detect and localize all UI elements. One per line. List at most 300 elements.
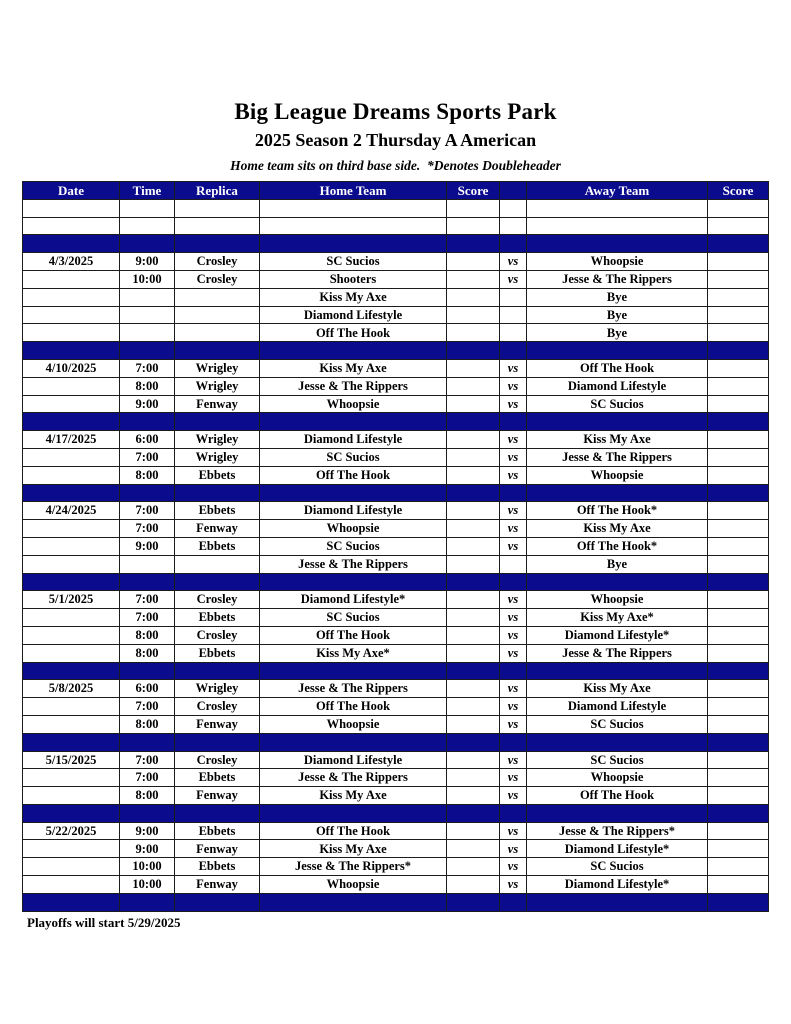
away-team-cell (527, 342, 708, 360)
date-cell (23, 537, 120, 555)
away-team-cell: Diamond Lifestyle* (527, 876, 708, 894)
home-score-cell (447, 288, 500, 306)
col-header-time: Time (120, 182, 175, 200)
home-score-cell (447, 359, 500, 377)
away-score-cell (708, 733, 769, 751)
game-row (23, 715, 769, 733)
away-score-cell (708, 413, 769, 431)
away-team-cell: Jesse & The Rippers (527, 644, 708, 662)
date-cell: 5/15/2025 (23, 751, 120, 769)
home-team-cell: Kiss My Axe* (260, 644, 447, 662)
away-score-cell (708, 751, 769, 769)
away-team-cell (527, 662, 708, 680)
game-row (23, 448, 769, 466)
away-team-cell (527, 804, 708, 822)
date-cell (23, 520, 120, 538)
home-score-cell (447, 715, 500, 733)
vs-cell (500, 484, 527, 502)
game-row (23, 591, 769, 609)
vs-cell: vs (500, 840, 527, 858)
away-score-cell (708, 822, 769, 840)
date-cell (23, 342, 120, 360)
date-cell: 5/22/2025 (23, 822, 120, 840)
home-team-cell: Diamond Lifestyle (260, 502, 447, 520)
replica-cell (175, 342, 260, 360)
home-score-cell (447, 306, 500, 324)
away-score-cell (708, 235, 769, 253)
game-row (23, 359, 769, 377)
date-cell (23, 199, 120, 217)
away-team-cell: Kiss My Axe* (527, 609, 708, 627)
home-score-cell (447, 591, 500, 609)
vs-cell (500, 342, 527, 360)
home-score-cell (447, 448, 500, 466)
replica-cell: Fenway (175, 840, 260, 858)
replica-cell: Fenway (175, 715, 260, 733)
date-cell (23, 715, 120, 733)
away-team-cell: SC Sucios (527, 858, 708, 876)
replica-cell (175, 199, 260, 217)
blank-row (23, 217, 769, 235)
away-team-cell (527, 199, 708, 217)
home-score-cell (447, 520, 500, 538)
home-team-cell (260, 342, 447, 360)
vs-cell (500, 413, 527, 431)
date-cell (23, 609, 120, 627)
away-score-cell (708, 270, 769, 288)
date-cell (23, 466, 120, 484)
home-team-cell: Off The Hook (260, 324, 447, 342)
home-score-cell (447, 484, 500, 502)
away-team-cell: Diamond Lifestyle* (527, 626, 708, 644)
vs-cell (500, 804, 527, 822)
separator-row (23, 804, 769, 822)
home-score-cell (447, 395, 500, 413)
away-score-cell (708, 804, 769, 822)
away-score-cell (708, 555, 769, 573)
away-score-cell (708, 253, 769, 271)
game-row (23, 840, 769, 858)
home-score-cell (447, 537, 500, 555)
replica-cell: Crosley (175, 626, 260, 644)
home-team-cell (260, 484, 447, 502)
away-score-cell (708, 484, 769, 502)
replica-cell: Ebbets (175, 858, 260, 876)
home-score-cell (447, 893, 500, 911)
home-score-cell (447, 413, 500, 431)
date-cell (23, 377, 120, 395)
home-team-cell: Diamond Lifestyle (260, 431, 447, 449)
replica-cell (175, 484, 260, 502)
vs-cell: vs (500, 609, 527, 627)
away-team-cell: Off The Hook* (527, 537, 708, 555)
replica-cell (175, 306, 260, 324)
time-cell: 8:00 (120, 626, 175, 644)
date-cell (23, 893, 120, 911)
home-team-cell: Jesse & The Rippers (260, 555, 447, 573)
away-team-cell: Bye (527, 306, 708, 324)
date-cell (23, 288, 120, 306)
time-cell (120, 306, 175, 324)
time-cell: 6:00 (120, 680, 175, 698)
home-score-cell (447, 324, 500, 342)
home-score-cell (447, 751, 500, 769)
away-score-cell (708, 893, 769, 911)
away-team-cell (527, 893, 708, 911)
game-row (23, 609, 769, 627)
time-cell: 7:00 (120, 520, 175, 538)
game-row (23, 644, 769, 662)
replica-cell: Fenway (175, 787, 260, 805)
vs-cell: vs (500, 502, 527, 520)
home-score-cell (447, 698, 500, 716)
away-team-cell: Jesse & The Rippers (527, 270, 708, 288)
home-team-cell: Kiss My Axe (260, 288, 447, 306)
away-score-cell (708, 537, 769, 555)
home-score-cell (447, 217, 500, 235)
time-cell (120, 893, 175, 911)
game-row (23, 858, 769, 876)
vs-cell: vs (500, 591, 527, 609)
home-score-cell (447, 733, 500, 751)
date-cell: 4/17/2025 (23, 431, 120, 449)
away-team-cell (527, 733, 708, 751)
home-team-cell: Whoopsie (260, 715, 447, 733)
schedule-table (22, 181, 769, 912)
col-header-home-team: Home Team (260, 182, 447, 200)
time-cell (120, 413, 175, 431)
home-team-cell: Off The Hook (260, 698, 447, 716)
away-team-cell: Whoopsie (527, 466, 708, 484)
away-team-cell: Diamond Lifestyle (527, 698, 708, 716)
away-team-cell: Diamond Lifestyle (527, 377, 708, 395)
away-team-cell: SC Sucios (527, 715, 708, 733)
date-cell (23, 413, 120, 431)
date-cell (23, 698, 120, 716)
vs-cell: vs (500, 359, 527, 377)
replica-cell: Wrigley (175, 431, 260, 449)
away-team-cell: Off The Hook (527, 787, 708, 805)
game-row (23, 626, 769, 644)
home-team-cell: Diamond Lifestyle* (260, 591, 447, 609)
home-team-cell: SC Sucios (260, 609, 447, 627)
replica-cell: Wrigley (175, 377, 260, 395)
home-team-cell (260, 573, 447, 591)
date-cell: 5/1/2025 (23, 591, 120, 609)
time-cell (120, 217, 175, 235)
date-cell (23, 573, 120, 591)
away-score-cell (708, 680, 769, 698)
time-cell: 7:00 (120, 609, 175, 627)
away-score-cell (708, 502, 769, 520)
home-team-cell: Off The Hook (260, 626, 447, 644)
home-team-cell: SC Sucios (260, 537, 447, 555)
replica-cell (175, 555, 260, 573)
home-score-cell (447, 876, 500, 894)
vs-cell: vs (500, 680, 527, 698)
date-cell: 4/24/2025 (23, 502, 120, 520)
date-cell (23, 804, 120, 822)
replica-cell (175, 573, 260, 591)
home-score-cell (447, 787, 500, 805)
away-score-cell (708, 448, 769, 466)
away-score-cell (708, 644, 769, 662)
date-cell (23, 769, 120, 787)
time-cell: 10:00 (120, 876, 175, 894)
blank-row (23, 199, 769, 217)
vs-cell (500, 217, 527, 235)
away-score-cell (708, 359, 769, 377)
replica-cell: Crosley (175, 698, 260, 716)
game-row (23, 306, 769, 324)
away-score-cell (708, 520, 769, 538)
page-subtitle: 2025 Season 2 Thursday A American (254, 130, 537, 150)
away-score-cell (708, 715, 769, 733)
vs-cell: vs (500, 466, 527, 484)
vs-cell: vs (500, 626, 527, 644)
time-cell (120, 555, 175, 573)
vs-cell (500, 893, 527, 911)
vs-cell: vs (500, 769, 527, 787)
time-cell (120, 235, 175, 253)
replica-cell: Ebbets (175, 466, 260, 484)
away-team-cell: Bye (527, 288, 708, 306)
away-team-cell: Off The Hook (527, 359, 708, 377)
home-team-cell (260, 662, 447, 680)
time-cell: 7:00 (120, 769, 175, 787)
time-cell: 8:00 (120, 787, 175, 805)
replica-cell: Wrigley (175, 448, 260, 466)
away-score-cell (708, 324, 769, 342)
replica-cell: Fenway (175, 395, 260, 413)
vs-cell (500, 306, 527, 324)
time-cell: 9:00 (120, 395, 175, 413)
replica-cell (175, 893, 260, 911)
vs-cell: vs (500, 751, 527, 769)
away-team-cell: Jesse & The Rippers (527, 448, 708, 466)
away-score-cell (708, 431, 769, 449)
date-cell (23, 876, 120, 894)
home-team-cell: SC Sucios (260, 253, 447, 271)
date-cell (23, 662, 120, 680)
home-team-cell: Diamond Lifestyle (260, 751, 447, 769)
vs-cell (500, 662, 527, 680)
date-cell (23, 217, 120, 235)
replica-cell (175, 217, 260, 235)
date-cell (23, 733, 120, 751)
home-team-cell: Jesse & The Rippers (260, 680, 447, 698)
home-score-cell (447, 769, 500, 787)
vs-cell (500, 199, 527, 217)
vs-cell: vs (500, 876, 527, 894)
time-cell: 8:00 (120, 466, 175, 484)
time-cell: 8:00 (120, 644, 175, 662)
replica-cell (175, 288, 260, 306)
away-score-cell (708, 306, 769, 324)
away-score-cell (708, 769, 769, 787)
home-score-cell (447, 431, 500, 449)
game-row (23, 680, 769, 698)
home-score-cell (447, 644, 500, 662)
away-team-cell: Kiss My Axe (527, 680, 708, 698)
home-score-cell (447, 804, 500, 822)
away-score-cell (708, 288, 769, 306)
vs-cell: vs (500, 858, 527, 876)
away-score-cell (708, 626, 769, 644)
date-cell (23, 235, 120, 253)
time-cell: 7:00 (120, 751, 175, 769)
separator-row (23, 484, 769, 502)
vs-cell: vs (500, 787, 527, 805)
time-cell (120, 662, 175, 680)
vs-cell: vs (500, 698, 527, 716)
home-team-cell: Jesse & The Rippers* (260, 858, 447, 876)
home-score-cell (447, 199, 500, 217)
vs-cell (500, 733, 527, 751)
replica-cell: Fenway (175, 520, 260, 538)
home-score-cell (447, 680, 500, 698)
replica-cell: Ebbets (175, 769, 260, 787)
game-row (23, 769, 769, 787)
replica-cell (175, 413, 260, 431)
away-team-cell: Whoopsie (527, 769, 708, 787)
time-cell: 7:00 (120, 502, 175, 520)
date-cell (23, 324, 120, 342)
away-score-cell (708, 858, 769, 876)
home-team-cell (260, 413, 447, 431)
time-cell: 8:00 (120, 715, 175, 733)
away-score-cell (708, 609, 769, 627)
away-score-cell (708, 466, 769, 484)
away-team-cell: Kiss My Axe (527, 520, 708, 538)
away-score-cell (708, 787, 769, 805)
game-row (23, 395, 769, 413)
replica-cell: Crosley (175, 270, 260, 288)
home-team-cell: SC Sucios (260, 448, 447, 466)
time-cell (120, 484, 175, 502)
away-score-cell (708, 698, 769, 716)
away-score-cell (708, 199, 769, 217)
time-cell: 7:00 (120, 448, 175, 466)
separator-row (23, 893, 769, 911)
game-row (23, 751, 769, 769)
home-team-cell: Shooters (260, 270, 447, 288)
away-team-cell (527, 573, 708, 591)
home-score-cell (447, 609, 500, 627)
time-cell: 9:00 (120, 537, 175, 555)
date-cell (23, 644, 120, 662)
vs-cell: vs (500, 448, 527, 466)
home-team-cell: Off The Hook (260, 822, 447, 840)
away-score-cell (708, 573, 769, 591)
home-team-cell: Jesse & The Rippers (260, 377, 447, 395)
time-cell (120, 342, 175, 360)
away-team-cell: Bye (527, 555, 708, 573)
time-cell: 9:00 (120, 253, 175, 271)
game-row (23, 324, 769, 342)
home-score-cell (447, 858, 500, 876)
vs-cell (500, 573, 527, 591)
vs-cell (500, 235, 527, 253)
replica-cell: Ebbets (175, 609, 260, 627)
away-team-cell (527, 217, 708, 235)
time-cell (120, 288, 175, 306)
date-cell (23, 306, 120, 324)
col-header-home-score: Score (447, 182, 500, 200)
game-row (23, 288, 769, 306)
date-cell (23, 626, 120, 644)
time-cell (120, 324, 175, 342)
replica-cell (175, 804, 260, 822)
replica-cell (175, 235, 260, 253)
home-team-cell (260, 733, 447, 751)
home-team-cell: Diamond Lifestyle (260, 306, 447, 324)
vs-cell (500, 288, 527, 306)
home-team-cell (260, 235, 447, 253)
date-cell (23, 787, 120, 805)
home-team-cell: Kiss My Axe (260, 787, 447, 805)
replica-cell: Crosley (175, 253, 260, 271)
away-score-cell (708, 342, 769, 360)
game-row (23, 698, 769, 716)
header-row (23, 182, 769, 200)
date-cell: 4/10/2025 (23, 359, 120, 377)
home-team-cell: Kiss My Axe (260, 359, 447, 377)
time-cell: 6:00 (120, 431, 175, 449)
vs-cell: vs (500, 377, 527, 395)
replica-cell: Ebbets (175, 537, 260, 555)
home-score-cell (447, 555, 500, 573)
col-header-vs (500, 182, 527, 200)
col-header-date: Date (23, 182, 120, 200)
replica-cell: Wrigley (175, 359, 260, 377)
replica-cell (175, 324, 260, 342)
schedule-note: Home team sits on third base side. *Denotes Doubleheader (230, 158, 561, 173)
home-score-cell (447, 235, 500, 253)
home-score-cell (447, 342, 500, 360)
away-team-cell (527, 413, 708, 431)
separator-row (23, 413, 769, 431)
vs-cell (500, 324, 527, 342)
time-cell: 9:00 (120, 822, 175, 840)
playoffs-note: Playoffs will start 5/29/2025 (27, 914, 181, 930)
away-team-cell: Diamond Lifestyle* (527, 840, 708, 858)
home-team-cell: Whoopsie (260, 876, 447, 894)
game-row (23, 555, 769, 573)
away-team-cell: Whoopsie (527, 591, 708, 609)
replica-cell: Crosley (175, 591, 260, 609)
vs-cell: vs (500, 253, 527, 271)
date-cell (23, 484, 120, 502)
replica-cell (175, 733, 260, 751)
away-team-cell: SC Sucios (527, 395, 708, 413)
vs-cell: vs (500, 395, 527, 413)
time-cell (120, 804, 175, 822)
away-score-cell (708, 840, 769, 858)
time-cell: 7:00 (120, 359, 175, 377)
replica-cell: Crosley (175, 751, 260, 769)
game-row (23, 537, 769, 555)
replica-cell (175, 662, 260, 680)
home-score-cell (447, 662, 500, 680)
game-row (23, 270, 769, 288)
home-team-cell: Whoopsie (260, 395, 447, 413)
vs-cell: vs (500, 715, 527, 733)
vs-cell (500, 555, 527, 573)
away-team-cell: Bye (527, 324, 708, 342)
home-score-cell (447, 822, 500, 840)
separator-row (23, 342, 769, 360)
